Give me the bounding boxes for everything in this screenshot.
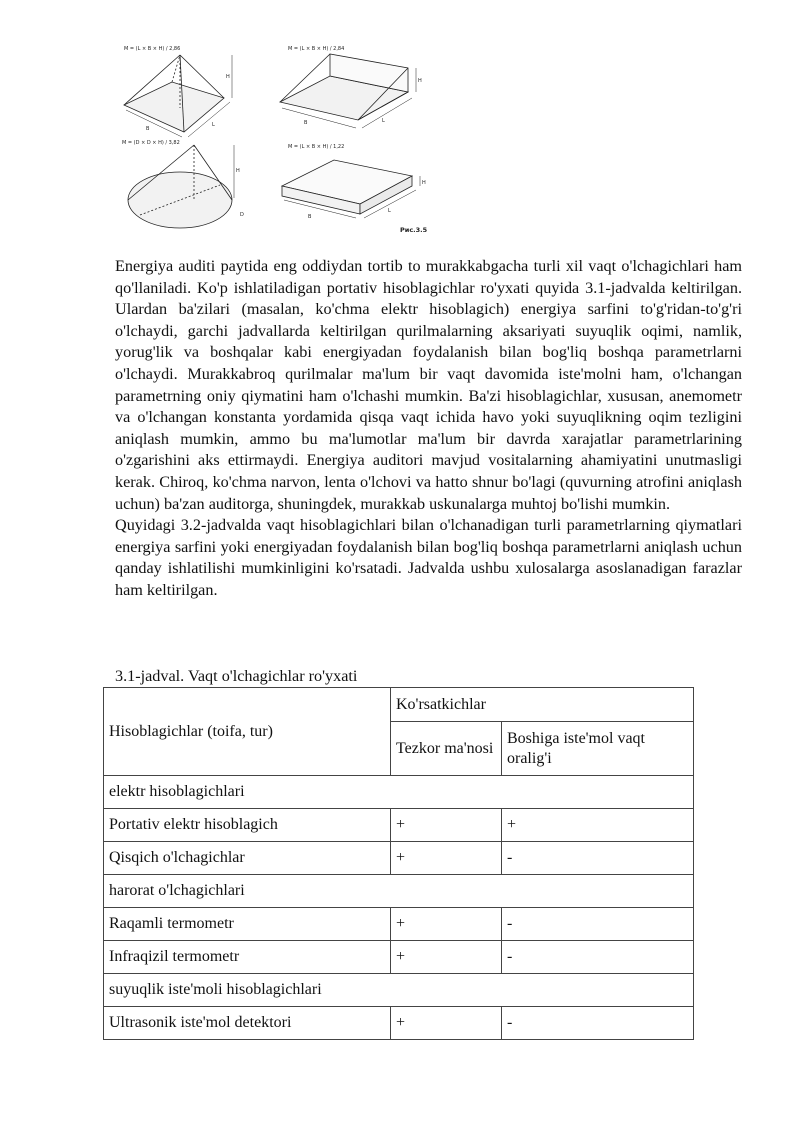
box-b-label: B <box>308 214 312 220</box>
wedge-l-label: L <box>382 118 385 124</box>
interval-mark: - <box>502 941 694 974</box>
table-row <box>104 842 694 875</box>
header-meter-type: Hisoblagichlar (toifa, tur) <box>104 688 391 776</box>
instant-value-mark: + <box>391 842 502 875</box>
interval-mark: - <box>502 908 694 941</box>
table-section-row <box>104 875 694 908</box>
cone-d-label: D <box>240 212 244 218</box>
figure-caption: Рис.3.5 <box>400 226 428 234</box>
instant-value-mark: + <box>391 1007 502 1040</box>
meter-name: Infraqizil termometr <box>104 941 391 974</box>
header-instant-value: Tezkor ma'nosi <box>391 722 502 776</box>
box-formula: M = (L × B × H) / 1,22 <box>288 144 345 150</box>
table-row <box>104 941 694 974</box>
pyramid-shape <box>124 55 232 137</box>
pyramid-l-label: L <box>212 122 215 128</box>
wedge-h-label: H <box>418 78 422 84</box>
instant-value-mark: + <box>391 809 502 842</box>
meter-name: Raqamli termometr <box>104 908 391 941</box>
pyramid-formula: M = (L × B × H) / 2,86 <box>124 46 181 52</box>
pyramid-h-label: H <box>226 74 230 80</box>
header-consumption-interval: Boshiga iste'mol vaqt oralig'i <box>502 722 694 776</box>
cone-shape <box>128 145 234 228</box>
pyramid-b-label: B <box>146 126 150 132</box>
table-title: 3.1-jadval. Vaqt o'lchagichlar ro'yxati <box>115 667 358 685</box>
table-header-row <box>104 688 694 722</box>
interval-mark: - <box>502 842 694 875</box>
cone-formula: M = (D × D × H) / 3,82 <box>122 140 180 146</box>
table-row <box>104 1007 694 1040</box>
paragraph-2: Quyidagi 3.2-jadvalda vaqt hisoblagichlari bilan o'lchanadigan turli parametrlarning qiymatlari energiya sarfini yoki energiyadan foydalanish bilan bog'liq boshqa parametrlarni aniqlash uchun qanday ishlatilishi mumkinligini ko'rsatadi. Jadvalda ushbu xulosalarga asoslanadigan farazlar ham keltirilgan. <box>115 516 742 599</box>
paragraph-1: Energiya auditi paytida eng oddiydan tortib to murakkabgacha turli xil vaqt o'lchagichlari ham qo'llaniladi. Ko'p ishlatiladigan portativ hisoblagichlar ro'yxati quyida 3.1-jadvalda keltirilgan. Ulardan ba'zilari (masalan, ko'chma elektr hisoblagich) energiya sarfini to'g'ridan-to'g'ri o'lchaydi, garchi jadvallarda keltirilgan qurilmalarning aksariyati suyuqlik oqimi, namlik, yorug'lik va boshqalar kabi energiyadan foydalanish bilan bog'liq boshqa parametrlarni o'lchaydi. Murakkabroq qurilmalar ma'lum bir vaqt davomida iste'molni ham, o'lchangan parametrning oniy qiymatini ham o'lchashi mumkin. Ba'zi hisoblagichlar, xususan, anemometr va o'lchangan konstanta yordamida qisqa vaqt ichida havo yoki suyuqlikning oqim tezligini aniqlash mumkin, ammo bu ma'lumotlar ma'lum bir davrda xarajatlar parametrlarining o'zgarishini aks ettirmaydi. Energiya auditori mavjud vositalarning ahamiyatini unutmasligi kerak. Chiroq, ko'chma narvon, lenta o'lchovi va hatto shnur bo'lagi (quvurning atrofini aniqlash uchun) ba'zan auditorga, shuningdek, murakkab uskunalarga muhtoj bo'lishi mumkin. <box>115 257 742 513</box>
box-h-label: H <box>422 180 426 186</box>
section-label: suyuqlik iste'moli hisoblagichlari <box>104 974 694 1007</box>
wedge-formula: M = (L × B × H) / 2,84 <box>288 46 345 52</box>
table-section-row <box>104 974 694 1007</box>
meter-name: Portativ elektr hisoblagich <box>104 809 391 842</box>
meters-table <box>103 687 694 1040</box>
section-label: harorat o'lchagichlari <box>104 875 694 908</box>
geometric-shapes-illustration <box>112 40 442 240</box>
header-indicators: Ko'rsatkichlar <box>391 688 694 722</box>
instant-value-mark: + <box>391 941 502 974</box>
wedge-b-label: B <box>304 120 308 126</box>
table-row <box>104 908 694 941</box>
box-shape <box>282 160 420 218</box>
table-section-row <box>104 776 694 809</box>
interval-mark: + <box>502 809 694 842</box>
meter-name: Ultrasonik iste'mol detektori <box>104 1007 391 1040</box>
wedge-shape <box>280 54 416 128</box>
cone-h-label: H <box>236 168 240 174</box>
body-text <box>115 256 742 602</box>
interval-mark: - <box>502 1007 694 1040</box>
box-l-label: L <box>388 208 391 214</box>
meter-name: Qisqich o'lchagichlar <box>104 842 391 875</box>
volume-figure <box>112 40 442 240</box>
instant-value-mark: + <box>391 908 502 941</box>
table-row <box>104 809 694 842</box>
section-label: elektr hisoblagichlari <box>104 776 694 809</box>
